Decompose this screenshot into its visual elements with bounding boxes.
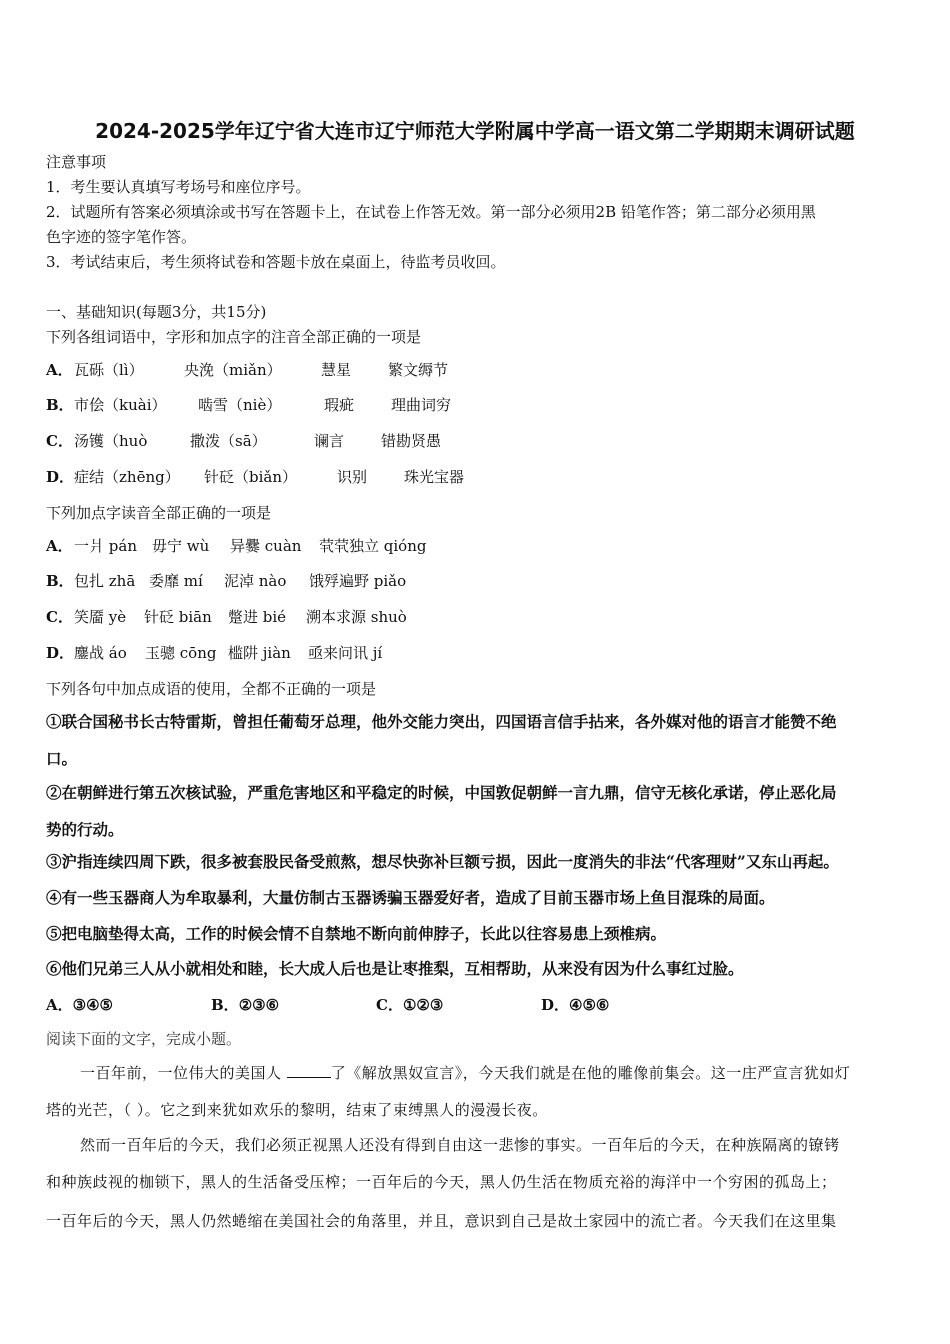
- note-item: 1．考生要认真填写考场号和座位序号。: [46, 178, 311, 196]
- q2-option-b: B．包扎 zhā 委靡 mí 泥淖 nào 饿殍遍野 piǎo: [46, 572, 407, 590]
- q1-option-d: D．症结（zhēng） 针砭（biǎn） 识别 珠光宝器: [46, 468, 465, 486]
- q3-sentence: ⑤把电脑垫得太高，工作的时候会情不自禁地不断向前伸脖子，长此以往容易患上颈椎病。: [46, 924, 667, 943]
- q1-option-c: C．汤镬（huò 撒泼（sā） 谰言 错勘贤愚: [46, 432, 442, 450]
- q2-option-a: A．一爿 pán 毋宁 wù 异爨 cuàn 茕茕独立 qióng: [46, 537, 427, 555]
- q3-sentence: 口。: [46, 749, 78, 768]
- q1-option-a: A．瓦砾（lì） 央浼（miǎn） 慧星 繁文缛节: [46, 361, 449, 379]
- q1-option-b: B．市侩（kuài） 啮雪（niè） 瑕疵 理曲词穷: [46, 396, 452, 414]
- question-stem: 下列各组词语中，字形和加点字的注音全部正确的一项是: [46, 328, 422, 346]
- note-item: 3．考试结束后，考生须将试卷和答题卡放在桌面上，待监考员收回。: [46, 253, 506, 271]
- reading-paragraph: 然而一百年后的今天，我们必须正视黑人还没有得到自由这一悲惨的事实。一百年后的今天，在种族隔离的镣铐: [80, 1136, 840, 1154]
- q3-option-a: A．③④⑤: [46, 996, 113, 1014]
- note-item: 色字迹的签字笔作答。: [46, 228, 197, 246]
- q3-sentence: ③沪指连续四周下跌，很多被套股民备受煎熬，想尽快弥补巨额亏损，因此一度消失的非法“代客理财”又东山再起。: [46, 852, 839, 871]
- q3-sentence: ①联合国秘书长古特雷斯，曾担任葡萄牙总理，他外交能力突出，四国语言信手拈来，各外媒对他的语言才能赞不绝: [46, 712, 837, 731]
- q3-options: [46, 995, 609, 1015]
- q3-option-c: C．①②③: [376, 996, 444, 1014]
- q2-option-d: D．鏖战 áo 玉骢 cōng 槛阱 jiàn 亟来问讯 jí: [46, 644, 383, 662]
- reading-instruction: 阅读下面的文字，完成小题。: [46, 1030, 242, 1048]
- q2-option-c: C．笑靥 yè 针砭 biān 蹩进 bié 溯本求源 shuò: [46, 608, 407, 626]
- reading-paragraph: 塔的光芒，（ ）。它之到来犹如欢乐的黎明，结束了束缚黑人的漫漫长夜。: [46, 1101, 548, 1119]
- q3-sentence: ⑥他们兄弟三人从小就相处和睦，长大成人后也是让枣推梨，互相帮助，从来没有因为什么事红过脸。: [46, 959, 744, 978]
- question-stem: 下列加点字读音全部正确的一项是: [46, 504, 272, 522]
- q3-sentence: 势的行动。: [46, 820, 124, 839]
- question-stem: 下列各句中加点成语的使用，全都不正确的一项是: [46, 680, 377, 698]
- q3-option-d: D．④⑤⑥: [541, 996, 610, 1014]
- page-title: 2024-2025学年辽宁省大连市辽宁师范大学附属中学高一语文第二学期期末调研试题: [95, 119, 855, 143]
- reading-paragraph: 和种族歧视的枷锁下，黑人的生活备受压榨；一百年后的今天，黑人仍生活在物质充裕的海洋中一个穷困的孤岛上；: [46, 1173, 837, 1191]
- section-heading: 一、基础知识(每题3分，共15分): [46, 303, 267, 321]
- reading-paragraph: 一百年前，一位伟大的美国人 了《解放黑奴宣言》，今天我们就是在他的雕像前集会。这一庄严宣言犹如灯: [80, 1064, 851, 1082]
- fill-blank: [287, 1063, 331, 1078]
- note-item: 2．试题所有答案必须填涂或书写在答题卡上，在试卷上作答无效。第一部分必须用2B 铅笔作答；第二部分必须用黑: [46, 203, 816, 221]
- q3-sentence: ②在朝鲜进行第五次核试验，严重危害地区和平稳定的时候，中国敦促朝鲜一言九鼎，信守无核化承诺，停止恶化局: [46, 783, 837, 802]
- q3-sentence: ④有一些玉器商人为牟取暴利，大量仿制古玉器诱骗玉器爱好者，造成了目前玉器市场上鱼目混珠的局面。: [46, 888, 775, 907]
- notes-heading: 注意事项: [46, 153, 107, 171]
- reading-paragraph: 一百年后的今天，黑人仍然蜷缩在美国社会的角落里，并且，意识到自己是故土家园中的流亡者。今天我们在这里集: [46, 1212, 837, 1230]
- q3-option-b: B．②③⑥: [211, 996, 280, 1014]
